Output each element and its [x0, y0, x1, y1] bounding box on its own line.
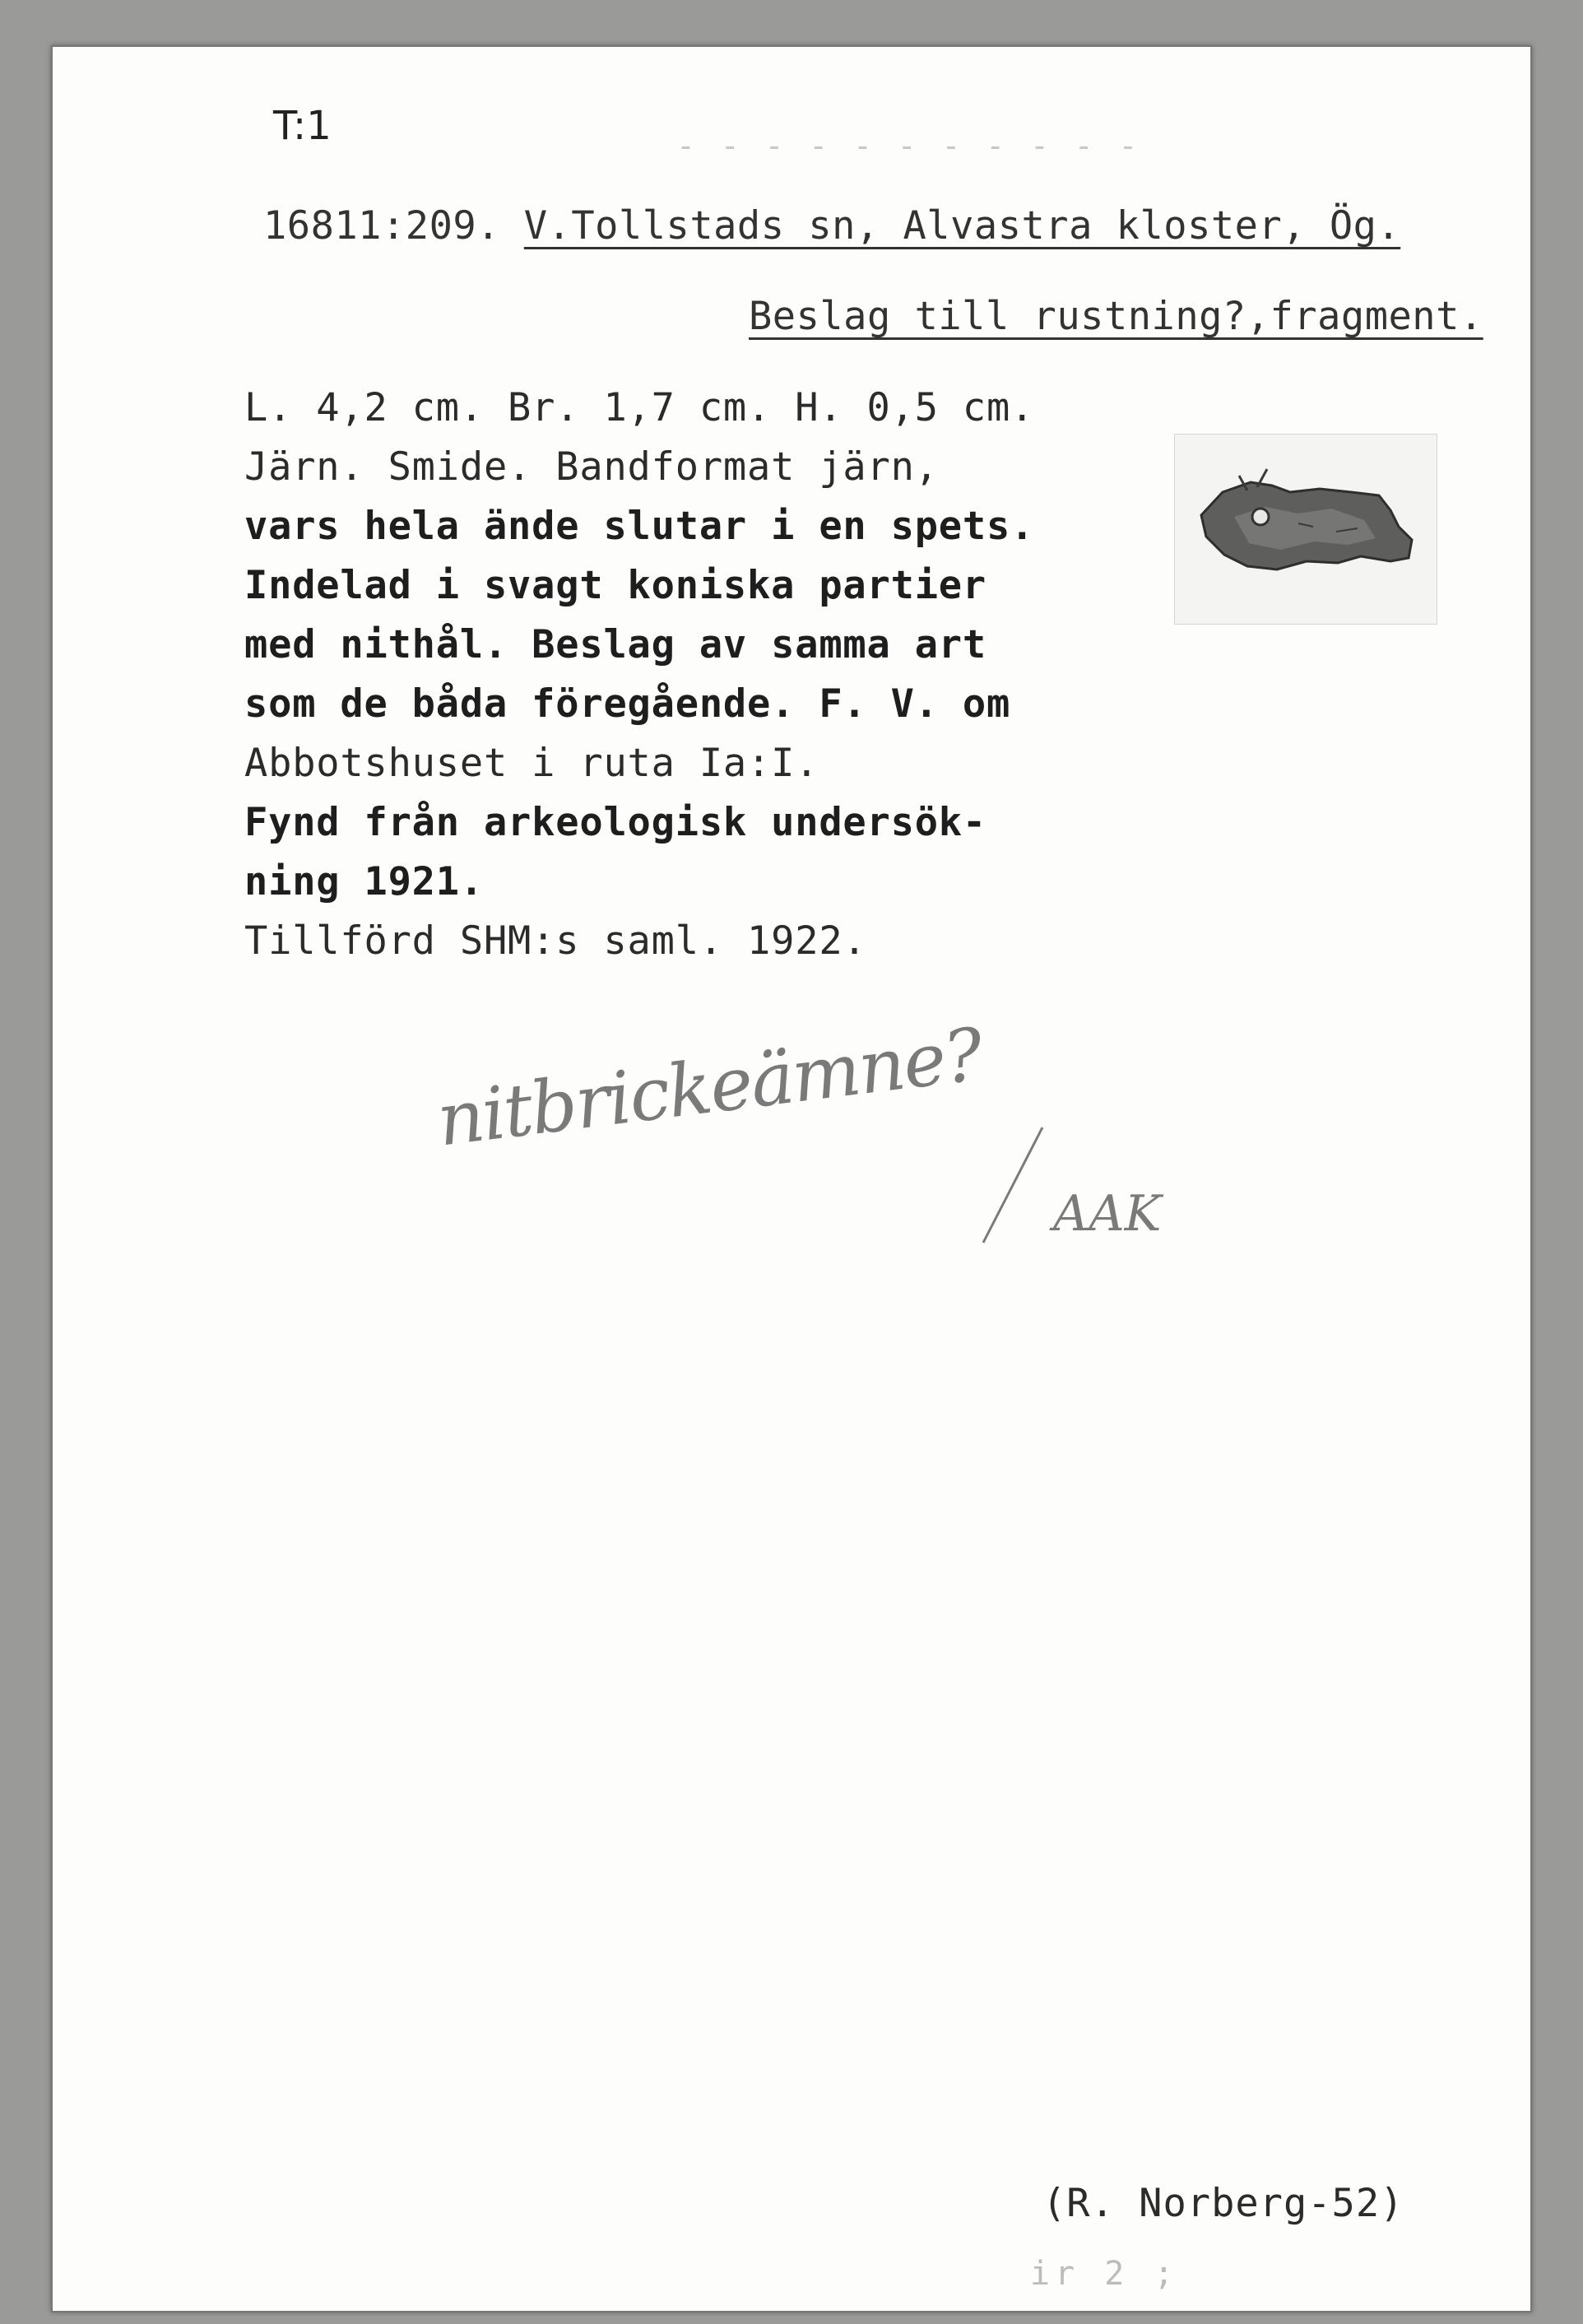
description-line: Järn. Smide. Bandformat järn,: [244, 444, 939, 490]
description-line: som de båda föregående. F. V. om: [244, 681, 1011, 727]
faint-marks: ir 2 ;: [1030, 2255, 1179, 2293]
object-type: Beslag till rustning?,fragment.: [749, 294, 1483, 339]
catalog-number: 16811:209.: [263, 203, 500, 249]
handwritten-slash: [977, 1123, 1051, 1247]
description-line: vars hela ände slutar i en spets.: [244, 504, 1035, 549]
description-line: Indelad i svagt koniska partier: [244, 563, 986, 608]
description-line: ning 1921.: [244, 859, 484, 904]
faint-header-marks: - - - - - - - - - - -: [676, 128, 1141, 164]
find-place: V.Tollstads sn, Alvastra kloster, Ög.: [523, 203, 1401, 249]
description-line: Fynd från arkeologisk undersök-: [244, 800, 986, 845]
description: [244, 379, 1149, 971]
description-line: L. 4,2 cm. Br. 1,7 cm. H. 0,5 cm.: [244, 385, 1035, 430]
author-note: (R. Norberg-52): [1042, 2181, 1404, 2226]
description-line: Tillförd SHM:s saml. 1922.: [244, 918, 867, 964]
description-line: Abbotshuset i ruta Ia:I.: [244, 741, 819, 786]
reference-code: T:1: [273, 103, 332, 149]
catalog-header: [263, 203, 1400, 249]
catalog-card: [51, 45, 1532, 2312]
handwritten-note: nitbrickeämne?: [432, 1011, 986, 1163]
artifact-photo: [1174, 434, 1437, 625]
description-line: med nithål. Beslag av samma art: [244, 622, 986, 667]
handwritten-signature: AAK: [1053, 1185, 1162, 1243]
